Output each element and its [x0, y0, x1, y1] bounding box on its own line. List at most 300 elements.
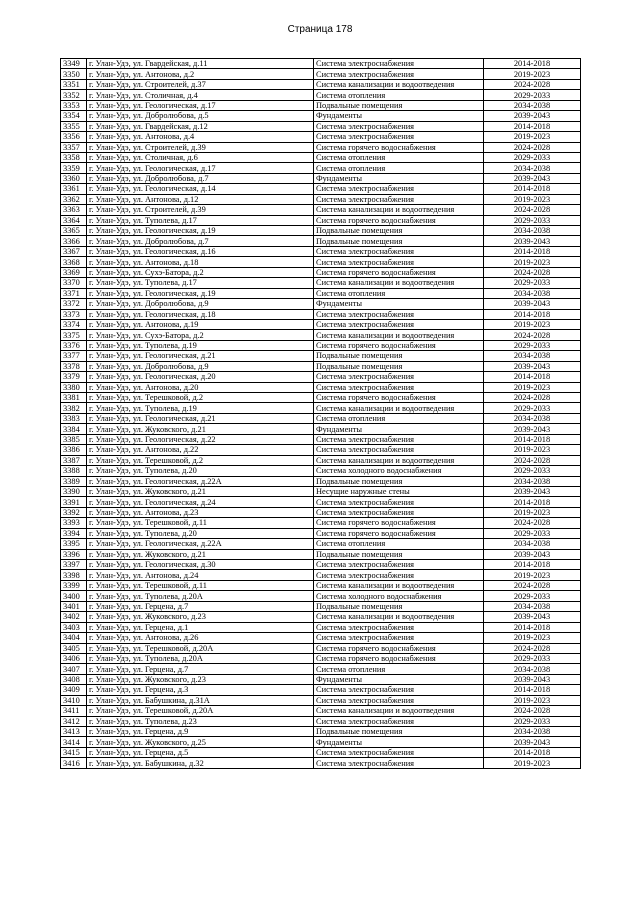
system-cell: Система горячего водоснабжения	[314, 215, 484, 225]
table-row	[61, 434, 581, 444]
row-number: 3401	[61, 601, 87, 611]
table-row	[61, 59, 581, 69]
period-cell: 2029-2033	[484, 278, 581, 288]
address-cell: г. Улан-Удэ, ул. Геологическая, д.22А	[87, 476, 314, 486]
address-cell: г. Улан-Удэ, ул. Туполева, д.20	[87, 528, 314, 538]
system-cell: Система отопления	[314, 664, 484, 674]
table-row	[61, 100, 581, 110]
address-cell: г. Улан-Удэ, ул. Антонова, д.19	[87, 319, 314, 329]
table-row	[61, 361, 581, 371]
address-cell: г. Улан-Удэ, ул. Герцена, д.7	[87, 664, 314, 674]
row-number: 3355	[61, 121, 87, 131]
row-number: 3391	[61, 497, 87, 507]
period-cell: 2034-2038	[484, 664, 581, 674]
address-cell: г. Улан-Удэ, ул. Гвардейская, д.12	[87, 121, 314, 131]
period-cell: 2034-2038	[484, 601, 581, 611]
row-number: 3387	[61, 455, 87, 465]
system-cell: Система отопления	[314, 539, 484, 549]
system-cell: Подвальные помещения	[314, 476, 484, 486]
system-cell: Система горячего водоснабжения	[314, 142, 484, 152]
table-row	[61, 194, 581, 204]
row-number: 3364	[61, 215, 87, 225]
address-cell: г. Улан-Удэ, ул. Столичная, д.6	[87, 152, 314, 162]
period-cell: 2029-2033	[484, 528, 581, 538]
address-cell: г. Улан-Удэ, ул. Геологическая, д.17	[87, 163, 314, 173]
period-cell: 2024-2028	[484, 205, 581, 215]
system-cell: Несущие наружные стены	[314, 486, 484, 496]
system-cell: Система электроснабжения	[314, 319, 484, 329]
table-row	[61, 184, 581, 194]
address-cell: г. Улан-Удэ, ул. Антонова, д.12	[87, 194, 314, 204]
period-cell: 2014-2018	[484, 560, 581, 570]
address-cell: г. Улан-Удэ, ул. Геологическая, д.22	[87, 434, 314, 444]
row-number: 3384	[61, 424, 87, 434]
period-cell: 2024-2028	[484, 330, 581, 340]
address-cell: г. Улан-Удэ, ул. Жуковского, д.23	[87, 674, 314, 684]
table-row	[61, 591, 581, 601]
system-cell: Система канализации и водоотведения	[314, 330, 484, 340]
row-number: 3406	[61, 653, 87, 663]
period-cell: 2024-2028	[484, 706, 581, 716]
period-cell: 2024-2028	[484, 267, 581, 277]
period-cell: 2014-2018	[484, 622, 581, 632]
system-cell: Система горячего водоснабжения	[314, 393, 484, 403]
row-number: 3351	[61, 79, 87, 89]
row-number: 3365	[61, 226, 87, 236]
row-number: 3376	[61, 340, 87, 350]
row-number: 3385	[61, 434, 87, 444]
address-cell: г. Улан-Удэ, ул. Геологическая, д.21	[87, 413, 314, 423]
row-number: 3402	[61, 612, 87, 622]
table-row	[61, 570, 581, 580]
table-row	[61, 372, 581, 382]
address-cell: г. Улан-Удэ, ул. Гвардейская, д.11	[87, 59, 314, 69]
period-cell: 2024-2028	[484, 79, 581, 89]
address-cell: г. Улан-Удэ, ул. Добролюбова, д.5	[87, 111, 314, 121]
row-number: 3380	[61, 382, 87, 392]
table-row	[61, 90, 581, 100]
system-cell: Подвальные помещения	[314, 727, 484, 737]
row-number: 3399	[61, 580, 87, 590]
period-cell: 2039-2043	[484, 361, 581, 371]
period-cell: 2039-2043	[484, 612, 581, 622]
system-cell: Подвальные помещения	[314, 236, 484, 246]
period-cell: 2034-2038	[484, 288, 581, 298]
period-cell: 2039-2043	[484, 424, 581, 434]
system-cell: Система отопления	[314, 163, 484, 173]
system-cell: Фундаменты	[314, 111, 484, 121]
table-row	[61, 413, 581, 423]
address-cell: г. Улан-Удэ, ул. Терешковой, д.11	[87, 518, 314, 528]
table-row	[61, 664, 581, 674]
row-number: 3408	[61, 674, 87, 684]
table-row	[61, 132, 581, 142]
table-row	[61, 466, 581, 476]
table-row	[61, 612, 581, 622]
address-cell: г. Улан-Удэ, ул. Антонова, д.24	[87, 570, 314, 580]
address-cell: г. Улан-Удэ, ул. Геологическая, д.30	[87, 560, 314, 570]
period-cell: 2029-2033	[484, 90, 581, 100]
table-row	[61, 267, 581, 277]
period-cell: 2014-2018	[484, 372, 581, 382]
system-cell: Фундаменты	[314, 424, 484, 434]
system-cell: Система горячего водоснабжения	[314, 528, 484, 538]
row-number: 3412	[61, 716, 87, 726]
table-row	[61, 507, 581, 517]
address-cell: г. Улан-Удэ, ул. Геологическая, д.18	[87, 309, 314, 319]
period-cell: 2014-2018	[484, 434, 581, 444]
row-number: 3382	[61, 403, 87, 413]
period-cell: 2034-2038	[484, 727, 581, 737]
address-cell: г. Улан-Удэ, ул. Геологическая, д.21	[87, 351, 314, 361]
row-number: 3396	[61, 549, 87, 559]
table-row	[61, 643, 581, 653]
system-cell: Фундаменты	[314, 674, 484, 684]
address-cell: г. Улан-Удэ, ул. Жуковского, д.21	[87, 486, 314, 496]
system-cell: Система электроснабжения	[314, 184, 484, 194]
address-cell: г. Улан-Удэ, ул. Добролюбова, д.9	[87, 299, 314, 309]
table-row	[61, 330, 581, 340]
period-cell: 2014-2018	[484, 497, 581, 507]
row-number: 3372	[61, 299, 87, 309]
period-cell: 2019-2023	[484, 633, 581, 643]
row-number: 3356	[61, 132, 87, 142]
table-row	[61, 111, 581, 121]
system-cell: Система электроснабжения	[314, 309, 484, 319]
system-cell: Система электроснабжения	[314, 372, 484, 382]
system-cell: Система электроснабжения	[314, 570, 484, 580]
table-row	[61, 580, 581, 590]
table-row	[61, 403, 581, 413]
period-cell: 2014-2018	[484, 685, 581, 695]
address-cell: г. Улан-Удэ, ул. Туполева, д.19	[87, 340, 314, 350]
period-cell: 2039-2043	[484, 111, 581, 121]
address-cell: г. Улан-Удэ, ул. Терешковой, д.2	[87, 455, 314, 465]
address-cell: г. Улан-Удэ, ул. Геологическая, д.17	[87, 100, 314, 110]
period-cell: 2019-2023	[484, 507, 581, 517]
period-cell: 2039-2043	[484, 549, 581, 559]
period-cell: 2034-2038	[484, 476, 581, 486]
address-cell: г. Улан-Удэ, ул. Герцена, д.1	[87, 622, 314, 632]
system-cell: Система канализации и водоотведения	[314, 205, 484, 215]
system-cell: Система горячего водоснабжения	[314, 643, 484, 653]
table-row	[61, 539, 581, 549]
system-cell: Система холодного водоснабжения	[314, 591, 484, 601]
address-cell: г. Улан-Удэ, ул. Туполева, д.17	[87, 215, 314, 225]
row-number: 3367	[61, 246, 87, 256]
system-cell: Система электроснабжения	[314, 685, 484, 695]
table-row	[61, 445, 581, 455]
address-cell: г. Улан-Удэ, ул. Антонова, д.20	[87, 382, 314, 392]
register-table	[60, 58, 581, 769]
system-cell: Система электроснабжения	[314, 445, 484, 455]
period-cell: 2039-2043	[484, 737, 581, 747]
row-number: 3359	[61, 163, 87, 173]
table-row	[61, 382, 581, 392]
period-cell: 2039-2043	[484, 674, 581, 684]
address-cell: г. Улан-Удэ, ул. Геологическая, д.20	[87, 372, 314, 382]
row-number: 3377	[61, 351, 87, 361]
table-row	[61, 497, 581, 507]
row-number: 3393	[61, 518, 87, 528]
period-cell: 2014-2018	[484, 246, 581, 256]
system-cell: Система канализации и водоотведения	[314, 455, 484, 465]
table-row	[61, 69, 581, 79]
period-cell: 2019-2023	[484, 382, 581, 392]
table-row	[61, 653, 581, 663]
system-cell: Система отопления	[314, 288, 484, 298]
period-cell: 2029-2033	[484, 403, 581, 413]
row-number: 3395	[61, 539, 87, 549]
address-cell: г. Улан-Удэ, ул. Туполева, д.17	[87, 278, 314, 288]
row-number: 3388	[61, 466, 87, 476]
table-row	[61, 319, 581, 329]
row-number: 3383	[61, 413, 87, 423]
period-cell: 2029-2033	[484, 152, 581, 162]
system-cell: Система электроснабжения	[314, 622, 484, 632]
table-row	[61, 518, 581, 528]
system-cell: Подвальные помещения	[314, 100, 484, 110]
address-cell: г. Улан-Удэ, ул. Строителей, д.37	[87, 79, 314, 89]
period-cell: 2024-2028	[484, 580, 581, 590]
table-row	[61, 299, 581, 309]
address-cell: г. Улан-Удэ, ул. Строителей, д.39	[87, 142, 314, 152]
table-row	[61, 476, 581, 486]
address-cell: г. Улан-Удэ, ул. Жуковского, д.23	[87, 612, 314, 622]
system-cell: Система электроснабжения	[314, 132, 484, 142]
system-cell: Фундаменты	[314, 299, 484, 309]
period-cell: 2024-2028	[484, 142, 581, 152]
address-cell: г. Улан-Удэ, ул. Геологическая, д.22А	[87, 539, 314, 549]
row-number: 3360	[61, 173, 87, 183]
row-number: 3353	[61, 100, 87, 110]
table-row	[61, 393, 581, 403]
row-number: 3403	[61, 622, 87, 632]
period-cell: 2029-2033	[484, 215, 581, 225]
system-cell: Система электроснабжения	[314, 194, 484, 204]
system-cell: Подвальные помещения	[314, 601, 484, 611]
row-number: 3361	[61, 184, 87, 194]
table-row	[61, 236, 581, 246]
period-cell: 2039-2043	[484, 236, 581, 246]
system-cell: Подвальные помещения	[314, 361, 484, 371]
period-cell: 2039-2043	[484, 299, 581, 309]
table-row	[61, 152, 581, 162]
system-cell: Система горячего водоснабжения	[314, 653, 484, 663]
address-cell: г. Улан-Удэ, ул. Антонова, д.23	[87, 507, 314, 517]
system-cell: Система электроснабжения	[314, 121, 484, 131]
row-number: 3405	[61, 643, 87, 653]
table-row	[61, 706, 581, 716]
address-cell: г. Улан-Удэ, ул. Антонова, д.4	[87, 132, 314, 142]
row-number: 3415	[61, 747, 87, 757]
table-row	[61, 601, 581, 611]
period-cell: 2019-2023	[484, 695, 581, 705]
table-row	[61, 226, 581, 236]
system-cell: Система электроснабжения	[314, 434, 484, 444]
row-number: 3407	[61, 664, 87, 674]
system-cell: Система канализации и водоотведения	[314, 580, 484, 590]
system-cell: Система электроснабжения	[314, 69, 484, 79]
table-row	[61, 455, 581, 465]
row-number: 3374	[61, 319, 87, 329]
period-cell: 2024-2028	[484, 455, 581, 465]
system-cell: Система электроснабжения	[314, 716, 484, 726]
address-cell: г. Улан-Удэ, ул. Туполева, д.20	[87, 466, 314, 476]
system-cell: Система канализации и водоотведения	[314, 403, 484, 413]
period-cell: 2014-2018	[484, 309, 581, 319]
row-number: 3392	[61, 507, 87, 517]
address-cell: г. Улан-Удэ, ул. Герцена, д.5	[87, 747, 314, 757]
system-cell: Система канализации и водоотведения	[314, 706, 484, 716]
table-row	[61, 205, 581, 215]
address-cell: г. Улан-Удэ, ул. Добролюбова, д.7	[87, 173, 314, 183]
address-cell: г. Улан-Удэ, ул. Туполева, д.20А	[87, 591, 314, 601]
address-cell: г. Улан-Удэ, ул. Туполева, д.19	[87, 403, 314, 413]
period-cell: 2029-2033	[484, 591, 581, 601]
table-row	[61, 549, 581, 559]
row-number: 3371	[61, 288, 87, 298]
address-cell: г. Улан-Удэ, ул. Бабушкина, д.31А	[87, 695, 314, 705]
period-cell: 2019-2023	[484, 570, 581, 580]
table-row	[61, 246, 581, 256]
table-row	[61, 695, 581, 705]
row-number: 3398	[61, 570, 87, 580]
address-cell: г. Улан-Удэ, ул. Сухэ-Батора, д.2	[87, 267, 314, 277]
row-number: 3354	[61, 111, 87, 121]
table-row	[61, 685, 581, 695]
system-cell: Фундаменты	[314, 737, 484, 747]
page-title: Страница 178	[287, 24, 353, 35]
table-row	[61, 79, 581, 89]
table-row	[61, 486, 581, 496]
row-number: 3352	[61, 90, 87, 100]
address-cell: г. Улан-Удэ, ул. Геологическая, д.16	[87, 246, 314, 256]
table-row	[61, 727, 581, 737]
address-cell: г. Улан-Удэ, ул. Жуковского, д.21	[87, 549, 314, 559]
period-cell: 2029-2033	[484, 466, 581, 476]
row-number: 3404	[61, 633, 87, 643]
row-number: 3409	[61, 685, 87, 695]
system-cell: Фундаменты	[314, 173, 484, 183]
system-cell: Система электроснабжения	[314, 560, 484, 570]
table-body	[61, 59, 581, 769]
period-cell: 2019-2023	[484, 132, 581, 142]
table-row	[61, 257, 581, 267]
period-cell: 2034-2038	[484, 226, 581, 236]
system-cell: Система электроснабжения	[314, 633, 484, 643]
period-cell: 2034-2038	[484, 351, 581, 361]
system-cell: Система канализации и водоотведения	[314, 79, 484, 89]
period-cell: 2019-2023	[484, 69, 581, 79]
row-number: 3386	[61, 445, 87, 455]
address-cell: г. Улан-Удэ, ул. Геологическая, д.19	[87, 226, 314, 236]
address-cell: г. Улан-Удэ, ул. Герцена, д.3	[87, 685, 314, 695]
row-number: 3413	[61, 727, 87, 737]
system-cell: Система горячего водоснабжения	[314, 267, 484, 277]
row-number: 3373	[61, 309, 87, 319]
address-cell: г. Улан-Удэ, ул. Терешковой, д.20А	[87, 706, 314, 716]
period-cell: 2034-2038	[484, 539, 581, 549]
row-number: 3350	[61, 69, 87, 79]
row-number: 3357	[61, 142, 87, 152]
row-number: 3416	[61, 758, 87, 768]
period-cell: 2019-2023	[484, 445, 581, 455]
table-row	[61, 716, 581, 726]
row-number: 3411	[61, 706, 87, 716]
row-number: 3381	[61, 393, 87, 403]
row-number: 3368	[61, 257, 87, 267]
system-cell: Система отопления	[314, 90, 484, 100]
system-cell: Система отопления	[314, 152, 484, 162]
period-cell: 2014-2018	[484, 59, 581, 69]
system-cell: Система электроснабжения	[314, 246, 484, 256]
row-number: 3390	[61, 486, 87, 496]
period-cell: 2019-2023	[484, 257, 581, 267]
period-cell: 2019-2023	[484, 758, 581, 768]
table-row	[61, 633, 581, 643]
table-row	[61, 737, 581, 747]
period-cell: 2014-2018	[484, 121, 581, 131]
address-cell: г. Улан-Удэ, ул. Бабушкина, д.32	[87, 758, 314, 768]
address-cell: г. Улан-Удэ, ул. Терешковой, д.11	[87, 580, 314, 590]
table-row	[61, 424, 581, 434]
row-number: 3370	[61, 278, 87, 288]
address-cell: г. Улан-Удэ, ул. Строителей, д.39	[87, 205, 314, 215]
row-number: 3397	[61, 560, 87, 570]
period-cell: 2014-2018	[484, 184, 581, 194]
table-row	[61, 560, 581, 570]
table-row	[61, 288, 581, 298]
system-cell: Система электроснабжения	[314, 507, 484, 517]
system-cell: Подвальные помещения	[314, 226, 484, 236]
table-row	[61, 309, 581, 319]
system-cell: Система канализации и водоотведения	[314, 612, 484, 622]
address-cell: г. Улан-Удэ, ул. Добролюбова, д.9	[87, 361, 314, 371]
period-cell: 2024-2028	[484, 518, 581, 528]
table-row	[61, 747, 581, 757]
row-number: 3349	[61, 59, 87, 69]
system-cell: Система горячего водоснабжения	[314, 518, 484, 528]
table-row	[61, 173, 581, 183]
period-cell: 2029-2033	[484, 653, 581, 663]
address-cell: г. Улан-Удэ, ул. Герцена, д.7	[87, 601, 314, 611]
address-cell: г. Улан-Удэ, ул. Геологическая, д.14	[87, 184, 314, 194]
address-cell: г. Улан-Удэ, ул. Геологическая, д.24	[87, 497, 314, 507]
table-row	[61, 622, 581, 632]
row-number: 3389	[61, 476, 87, 486]
address-cell: г. Улан-Удэ, ул. Туполева, д.23	[87, 716, 314, 726]
table-row	[61, 758, 581, 768]
row-number: 3414	[61, 737, 87, 747]
period-cell: 2024-2028	[484, 393, 581, 403]
system-cell: Подвальные помещения	[314, 549, 484, 559]
row-number: 3362	[61, 194, 87, 204]
period-cell: 2034-2038	[484, 100, 581, 110]
period-cell: 2029-2033	[484, 716, 581, 726]
address-cell: г. Улан-Удэ, ул. Антонова, д.18	[87, 257, 314, 267]
table-row	[61, 163, 581, 173]
period-cell: 2024-2028	[484, 643, 581, 653]
table-row	[61, 215, 581, 225]
row-number: 3378	[61, 361, 87, 371]
system-cell: Система электроснабжения	[314, 382, 484, 392]
row-number: 3363	[61, 205, 87, 215]
period-cell: 2019-2023	[484, 194, 581, 204]
table-row	[61, 674, 581, 684]
system-cell: Система горячего водоснабжения	[314, 340, 484, 350]
table-row	[61, 340, 581, 350]
